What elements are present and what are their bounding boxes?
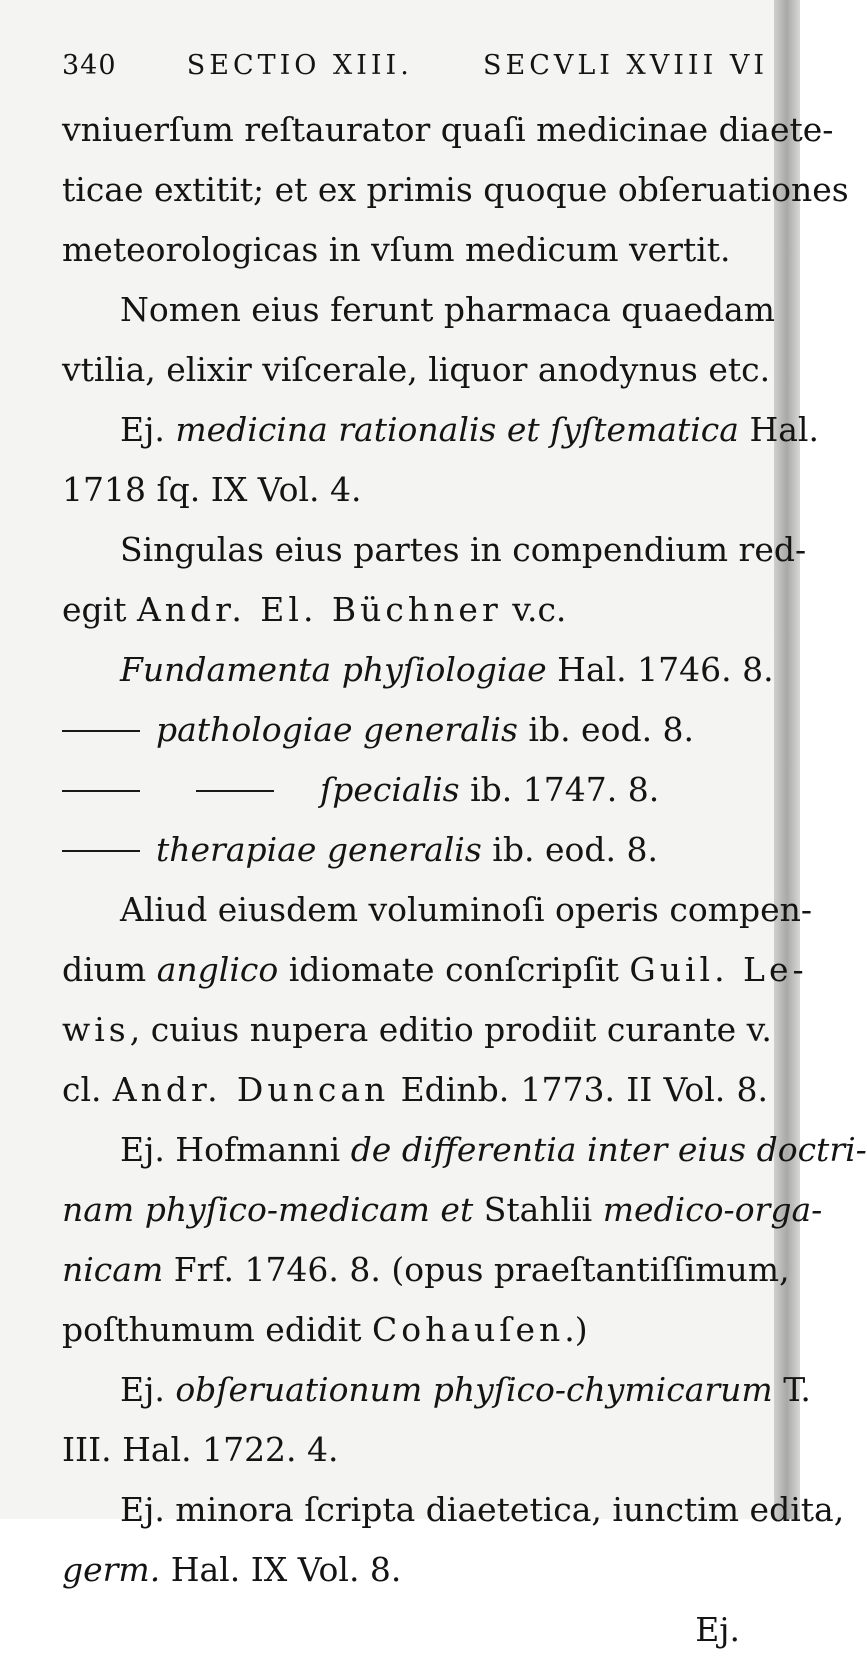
line-content — [62, 1000, 772, 1060]
line-content — [120, 640, 774, 700]
ditto-dash — [62, 790, 140, 792]
spaced-name: Cohauſen — [371, 1310, 565, 1349]
line-content — [156, 700, 694, 760]
text-run: ib. eod. 8. — [517, 710, 695, 749]
text-run: Ej. minora ſcripta diaetetica, iunctim edita, — [120, 1490, 845, 1529]
text-line — [62, 1180, 823, 1240]
italic-text: pathologiae generalis — [156, 710, 518, 749]
line-content — [62, 160, 849, 220]
ditto-dash — [62, 730, 140, 732]
text-run: ib. eod. 8. — [481, 830, 658, 869]
italic-text: germ. — [62, 1550, 161, 1589]
line-content — [62, 460, 362, 520]
line-content — [156, 820, 658, 880]
line-content — [62, 1300, 588, 1360]
text-line — [62, 220, 768, 280]
text-run: egit — [62, 590, 137, 629]
text-run: dium — [62, 950, 157, 989]
text-run: Stahlii — [473, 1190, 603, 1229]
text-line — [62, 700, 768, 760]
line-content — [120, 1120, 867, 1180]
line-content — [62, 100, 834, 160]
text-line — [62, 1240, 790, 1300]
text-run: .) — [564, 1310, 588, 1349]
text-run: Nomen eius ferunt pharmaca quaedam — [120, 290, 775, 329]
line-content — [62, 940, 808, 1000]
text-run: Ej. — [120, 1370, 176, 1409]
line-content — [120, 280, 775, 340]
body-text — [62, 100, 867, 1600]
line-content — [62, 1180, 823, 1240]
text-run: Hal. 1746. 8. — [546, 650, 774, 689]
line-content — [62, 1060, 768, 1120]
text-line — [62, 580, 768, 640]
text-line — [62, 640, 774, 700]
page-number: 340 — [62, 50, 117, 81]
line-content — [120, 1480, 845, 1540]
text-run: Edinb. 1773. II Vol. 8. — [389, 1070, 769, 1109]
text-line — [62, 1000, 772, 1060]
text-line — [62, 820, 768, 880]
running-head-left: SECTIO XIII. — [186, 50, 413, 81]
line-content — [62, 1240, 790, 1300]
text-line — [62, 940, 808, 1000]
running-header — [62, 40, 768, 92]
catchword-line — [62, 1600, 768, 1660]
catchword: Ej. — [695, 1610, 740, 1649]
italic-text: therapiae generalis — [156, 830, 482, 869]
text-line — [62, 280, 775, 340]
line-content — [62, 220, 731, 280]
text-run: Singulas eius partes in compendium red- — [120, 530, 807, 569]
text-run: , cuius nupera editio prodiit curante v. — [129, 1010, 772, 1049]
text-run: Hal. IX Vol. 8. — [160, 1550, 402, 1589]
line-content — [62, 580, 566, 640]
text-line — [62, 520, 807, 580]
line-content — [120, 520, 807, 580]
italic-text: Fundamenta phyſiologiae — [120, 650, 547, 689]
italic-text: anglico — [156, 950, 279, 989]
text-line — [62, 400, 819, 460]
text-run: poſthumum edidit — [62, 1310, 372, 1349]
text-line — [62, 460, 768, 520]
spaced-name: Andr. El. Büchner — [136, 590, 502, 629]
page-text — [62, 40, 867, 1660]
italic-text: ſpecialis — [320, 770, 460, 809]
text-line — [62, 1300, 768, 1360]
page-edge-shadow — [774, 0, 800, 1519]
text-run: ticae extitit; et ex primis quoque obſeruationes — [62, 170, 849, 209]
italic-text: nicam — [62, 1250, 164, 1289]
italic-text: obſeruationum phyſico-chymicarum — [175, 1370, 773, 1409]
line-content — [120, 400, 819, 460]
line-content — [62, 1540, 401, 1600]
text-run: Aliud eiusdem voluminoſi operis compen- — [120, 890, 813, 929]
spaced-name: Andr. Duncan — [112, 1070, 390, 1109]
spaced-name: Guil. Le- — [629, 950, 808, 989]
text-line — [62, 1360, 811, 1420]
text-run: cl. — [62, 1070, 113, 1109]
text-run: vtilia, elixir viſcerale, liquor anodynus etc. — [62, 350, 771, 389]
ditto-dash — [196, 790, 274, 792]
text-run: idiomate conſcripſit — [278, 950, 630, 989]
text-line — [62, 1540, 768, 1600]
text-run: v.c. — [501, 590, 567, 629]
text-run: Ej. — [120, 410, 176, 449]
text-run: Ej. Hofmanni — [120, 1130, 351, 1169]
text-run: meteorologicas in vſum medicum vertit. — [62, 230, 731, 269]
text-line — [62, 160, 849, 220]
text-line — [62, 880, 813, 940]
text-line — [62, 1120, 867, 1180]
text-run: III. Hal. 1722. 4. — [62, 1430, 339, 1469]
italic-text: nam phyſico-medicam et — [62, 1190, 474, 1229]
text-line — [62, 1420, 768, 1480]
text-line — [62, 1480, 845, 1540]
italic-text: medicina rationalis et ſyſtematica — [175, 410, 739, 449]
text-line — [62, 1060, 768, 1120]
line-content — [62, 1420, 339, 1480]
text-run: T. — [772, 1370, 811, 1409]
text-run: 1718 ſq. IX Vol. 4. — [62, 470, 362, 509]
italic-text: de differentia inter eius doctri- — [350, 1130, 867, 1169]
ditto-dash — [62, 850, 140, 852]
text-run: vniuerſum reſtaurator quaſi medicinae diaete- — [62, 110, 834, 149]
line-content — [120, 1360, 811, 1420]
line-content — [62, 340, 771, 400]
text-run: ib. 1747. 8. — [459, 770, 660, 809]
italic-text: medico-orga- — [602, 1190, 823, 1229]
text-line — [62, 100, 834, 160]
text-line — [62, 760, 768, 820]
running-head-right: SECVLI XVIII VI — [482, 50, 768, 81]
text-run: Frf. 1746. 8. (opus praeſtantiſſimum, — [163, 1250, 790, 1289]
line-content — [120, 880, 813, 940]
text-run: Hal. — [738, 410, 819, 449]
spaced-name: wis — [62, 1010, 130, 1049]
text-line — [62, 340, 771, 400]
line-content — [320, 760, 659, 820]
